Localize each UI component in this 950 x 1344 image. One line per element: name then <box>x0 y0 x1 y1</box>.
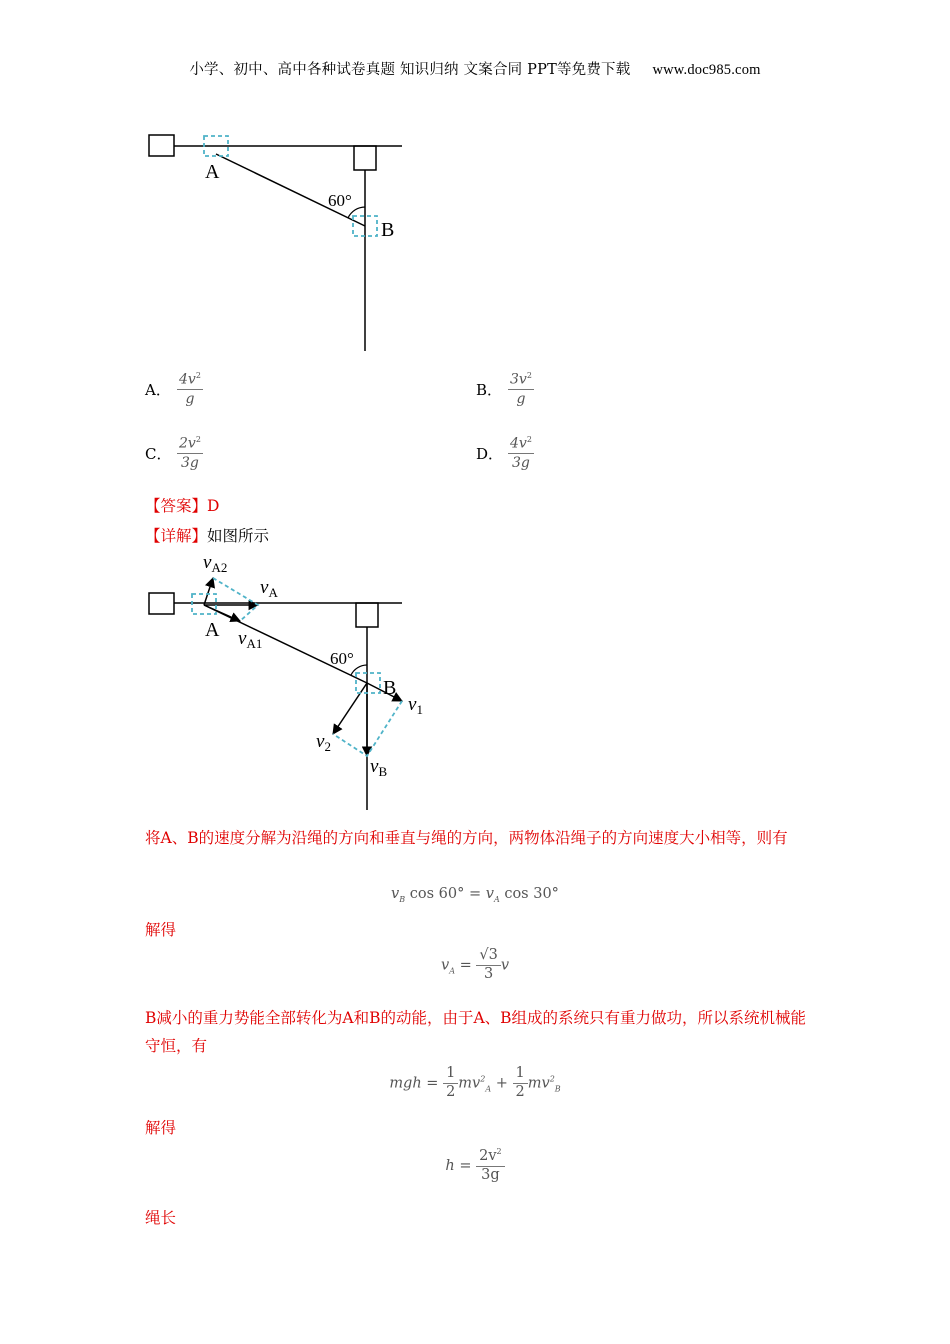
solve-label-2: 解得 <box>145 1119 177 1137</box>
header-url[interactable]: www.doc985.com <box>652 62 761 78</box>
detail-intro: 如图所示 <box>207 527 270 545</box>
parallelogram-a <box>213 578 258 621</box>
label-va1: $v_{A1}$ <box>238 628 263 651</box>
option-a-fraction: $\frac{4v^2}{g}$ <box>179 371 201 408</box>
detail-line <box>145 522 815 550</box>
answer-tag: 【答案】 <box>145 497 208 515</box>
option-d-label: D． <box>476 445 504 464</box>
left-block <box>149 593 174 614</box>
option-d[interactable] <box>476 436 534 471</box>
option-b-label: B． <box>476 381 503 400</box>
label-vb: $v_B$ <box>370 756 388 779</box>
rope <box>204 605 367 683</box>
label-a: A <box>205 619 220 641</box>
option-c-label: C． <box>145 445 172 464</box>
paragraph-1: 将A、B的速度分解为沿绳的方向和垂直与绳的方向，两物体沿绳子的方向速度大小相等，则有 <box>145 829 788 847</box>
option-c[interactable] <box>145 436 203 471</box>
vector-va2 <box>204 578 213 605</box>
label-v2: $v_2$ <box>316 731 331 754</box>
label-b: B <box>381 219 395 241</box>
detail-tag: 【详解】 <box>145 527 208 545</box>
option-a-label: A． <box>145 381 171 400</box>
vector-v2 <box>333 683 367 734</box>
pulley-box <box>354 146 376 170</box>
option-d-fraction: $\frac{4v^2}{3g}$ <box>510 435 532 472</box>
option-b[interactable] <box>476 372 534 407</box>
label-va2: $v_{A2}$ <box>203 552 228 575</box>
label-a: A <box>205 161 220 183</box>
option-c-fraction: $\frac{2v^2}{3g}$ <box>179 435 201 472</box>
equation-3: mgh = $\frac{1}{2}$ $mv^2_A$ + $\frac{1}{2}$ $mv^2_B$ <box>389 1065 561 1100</box>
equation-2: $v_A$ = $\frac{√3}{3}$ v <box>440 947 510 982</box>
paragraph-2: B减小的重力势能全部转化为A和B的动能，由于A、B组成的系统只有重力做功，所以系统机械能守恒，有 <box>145 1009 807 1055</box>
label-va: $v_A$ <box>260 577 278 600</box>
answer-value: D <box>207 497 220 515</box>
figure-2-diagram <box>0 548 950 813</box>
rope <box>216 154 365 226</box>
label-b: B <box>383 677 397 699</box>
solve-label-1: 解得 <box>145 921 177 939</box>
option-a[interactable] <box>145 372 203 407</box>
angle-label: 60° <box>328 191 352 210</box>
page-header <box>0 58 950 79</box>
equation-4: h = $\frac{2v^2}{3g}$ <box>0 1148 950 1184</box>
label-v1: $v_1$ <box>408 694 423 717</box>
answer-line <box>145 492 815 520</box>
rope-length-label: 绳长 <box>145 1209 177 1227</box>
equation-1: $v_B$ $\cos 60^\circ = v_A$ cos 30° <box>391 886 559 904</box>
figure-1-diagram <box>0 125 950 360</box>
angle-label: 60° <box>330 649 354 668</box>
left-block <box>149 135 174 156</box>
pulley-box <box>356 603 378 627</box>
option-b-fraction: $\frac{3v^2}{g}$ <box>510 371 532 408</box>
header-text: 小学、初中、高中各种试卷真题 知识归纳 文案合同 PPT等免费下载 <box>189 62 631 78</box>
